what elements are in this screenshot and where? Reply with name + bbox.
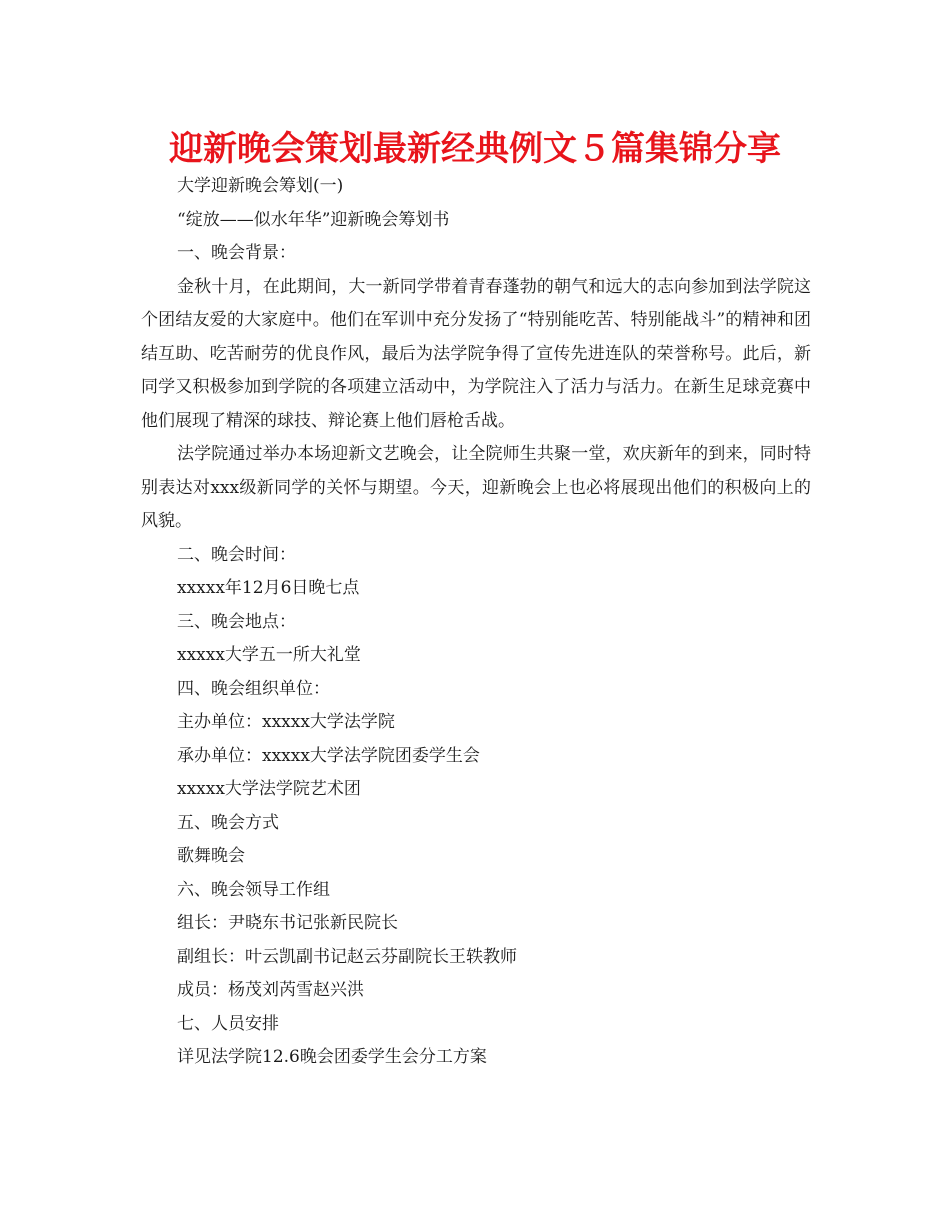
list-item: xxxxx大学五一所大礼堂 [177,645,361,665]
list-item: 主办单位：xxxxx大学法学院 [177,712,395,732]
list-item: 歌舞晚会 [177,846,245,866]
section-heading: 六、晚会领导工作组 [177,879,330,900]
list-item: xxxxx年12月6日晚七点 [177,578,360,598]
section-heading: 七、人员安排 [177,1013,279,1034]
section-heading: 二、晚会时间： [177,544,296,565]
section-heading: 五、晚会方式 [177,812,279,833]
section-heading: 大学迎新晚会筹划(一) [177,176,344,196]
list-item: 组长：尹晓东书记张新民院长 [177,913,398,933]
list-item: xxxxx大学法学院艺术团 [177,779,361,799]
list-item: 详见法学院12.6晚会团委学生会分工方案 [177,1047,487,1067]
list-item: 承办单位：xxxxx大学法学院团委学生会 [177,745,480,766]
document-title: 迎新晚会策划最新经典例文５篇集锦分享 [169,129,781,169]
section-heading: 四、晚会组织单位： [177,678,330,699]
section-heading: 三、晚会地点： [177,611,296,632]
background-paragraph: 金秋十月，在此期间，大一新同学带着青春蓬勃的朝气和远大的志向参加到法学院这个团结友爱的大家庭中。他们在军训中充分发扬了“特别能吃苦、特别能战斗”的精神和团结互助、吃苦耐劳的优良作风，最后为法学院争得了宣传先进连队的荣誉称号。此后，新同学又积极参加到学院的各项建立活动中，为学院注入了活力与活力。在新生足球竞赛中他们展现了精深的球技、辩论赛上他们唇枪舌战。 [141,276,811,431]
section-heading: 一、晚会背景： [177,243,296,263]
purpose-paragraph: 法学院通过举办本场迎新文艺晚会，让全院师生共聚一堂，欢庆新年的到来，同时特别表达对xxx级新同学的关怀与期望。今天，迎新晚会上也必将展现出他们的积极向上的风貌。 [141,444,811,531]
document-body [141,170,811,1075]
list-item: 成员：杨茂刘芮雪赵兴洪 [177,980,364,1000]
plan-title: “绽放——似水年华”迎新晚会筹划书 [177,209,450,230]
list-item: 副组长：叶云凯副书记赵云芬副院长王轶教师 [177,946,517,967]
